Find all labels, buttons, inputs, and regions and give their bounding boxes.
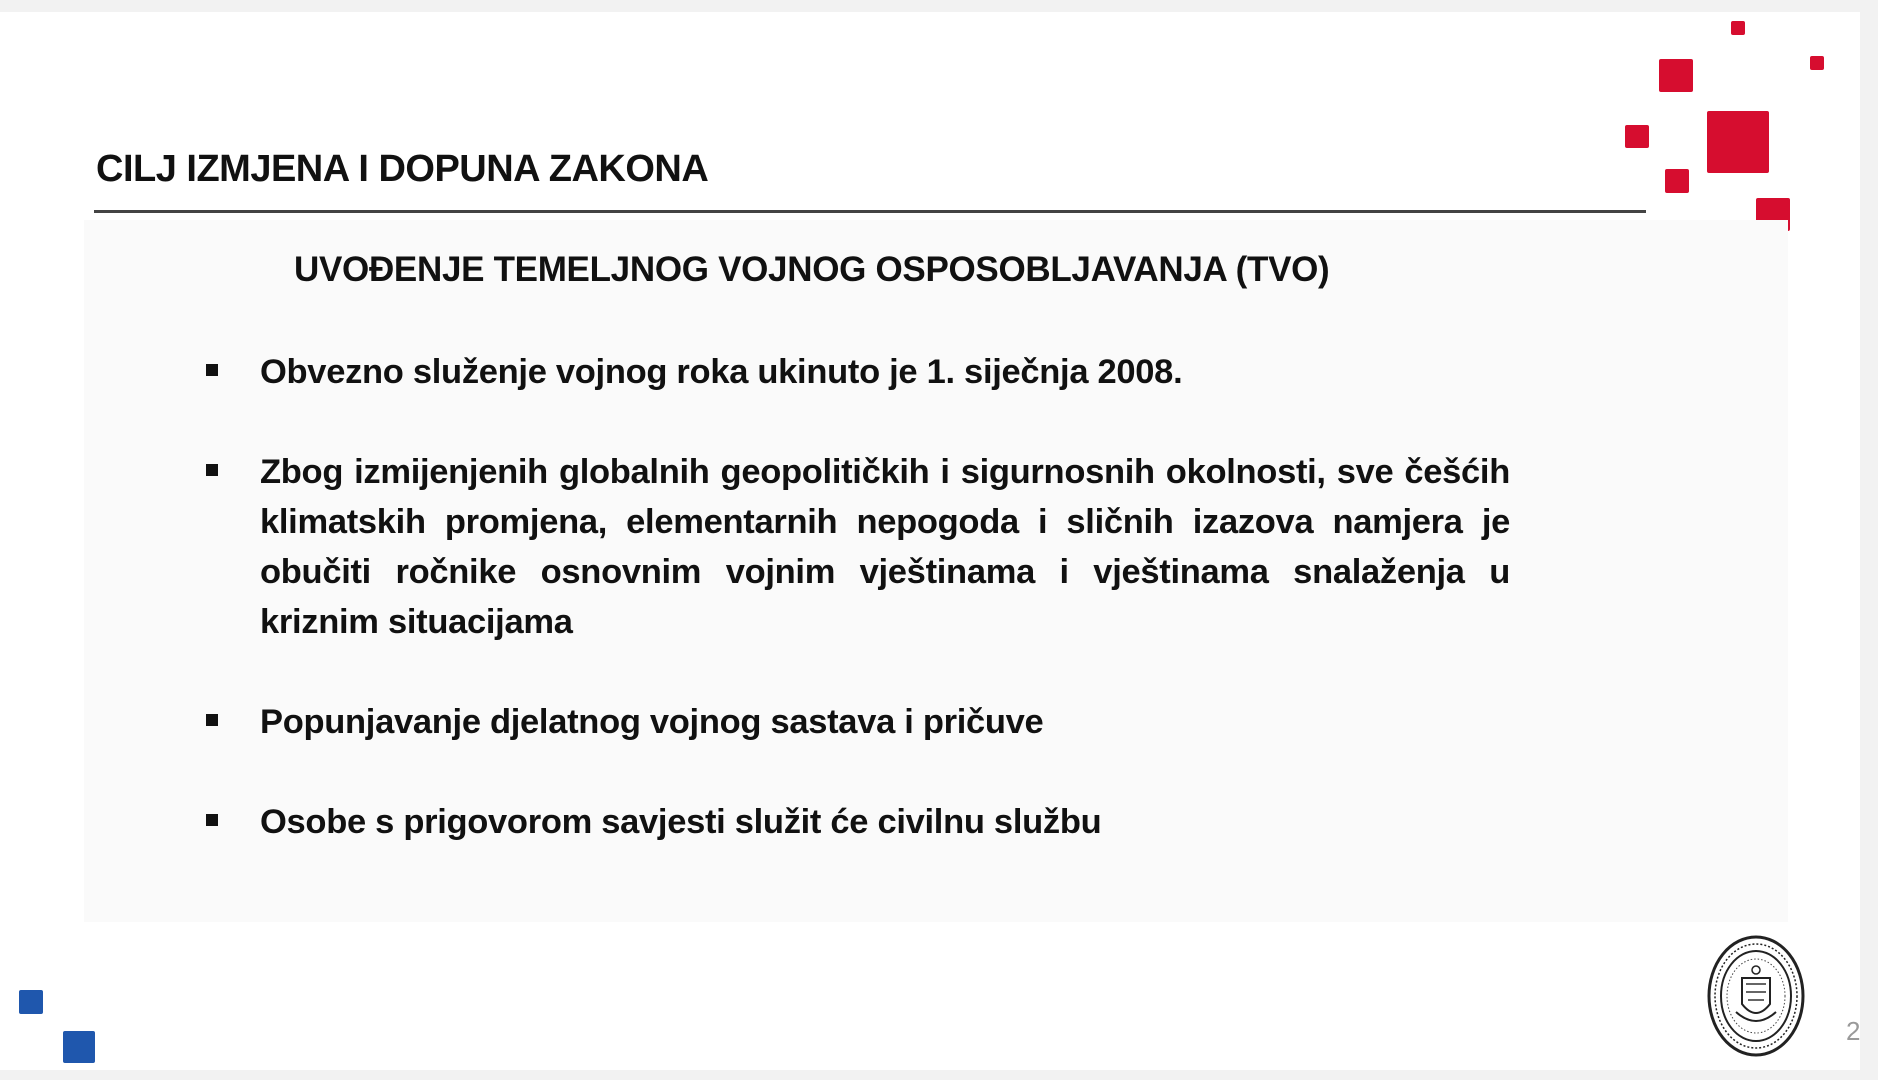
square-bullet-icon (206, 714, 218, 726)
square-bullet-icon (206, 814, 218, 826)
page-number: 2 (1846, 1016, 1861, 1046)
bullet-item (200, 797, 1510, 847)
decorative-square (63, 1031, 95, 1063)
slide (0, 12, 1860, 1070)
square-bullet-icon (206, 364, 218, 376)
square-bullet-icon (206, 464, 218, 476)
bullet-item (200, 347, 1510, 397)
bullet-item (200, 447, 1510, 647)
bullet-text: Osobe s prigovorom savjesti služit će civilnu službu (260, 803, 1102, 841)
bullet-list (200, 347, 1510, 897)
decorative-square (1731, 21, 1745, 35)
bullet-text: Obvezno služenje vojnog roka ukinuto je 1. siječnja 2008. (260, 353, 1183, 391)
decorative-square (1625, 125, 1649, 148)
decorative-square (19, 990, 43, 1014)
title-divider (94, 210, 1646, 213)
slide-title: CILJ IZMJENA I DOPUNA ZAKONA (96, 148, 709, 190)
decorative-square (1665, 169, 1689, 193)
decorative-square (1810, 56, 1824, 70)
slide-subtitle: UVOĐENJE TEMELJNOG VOJNOG OSPOSOBLJAVANJA (TVO) (294, 250, 1330, 289)
bullet-text: Popunjavanje djelatnog vojnog sastava i pričuve (260, 703, 1044, 741)
coat-of-arms-seal-icon (1706, 934, 1806, 1058)
bullet-item (200, 697, 1510, 747)
bullet-text: Zbog izmijenjenih globalnih geopolitičkih i sigurnosnih okolnosti, sve češćih klimatskih promjena, elementarnih nepogoda i sličnih izazova namjera je obučiti ročnike osnovnim vojnim vještinama i vještinama snalaženja u kriznim situacijama (260, 453, 1510, 641)
decorative-square (1707, 111, 1769, 173)
decorative-square (1659, 59, 1693, 92)
